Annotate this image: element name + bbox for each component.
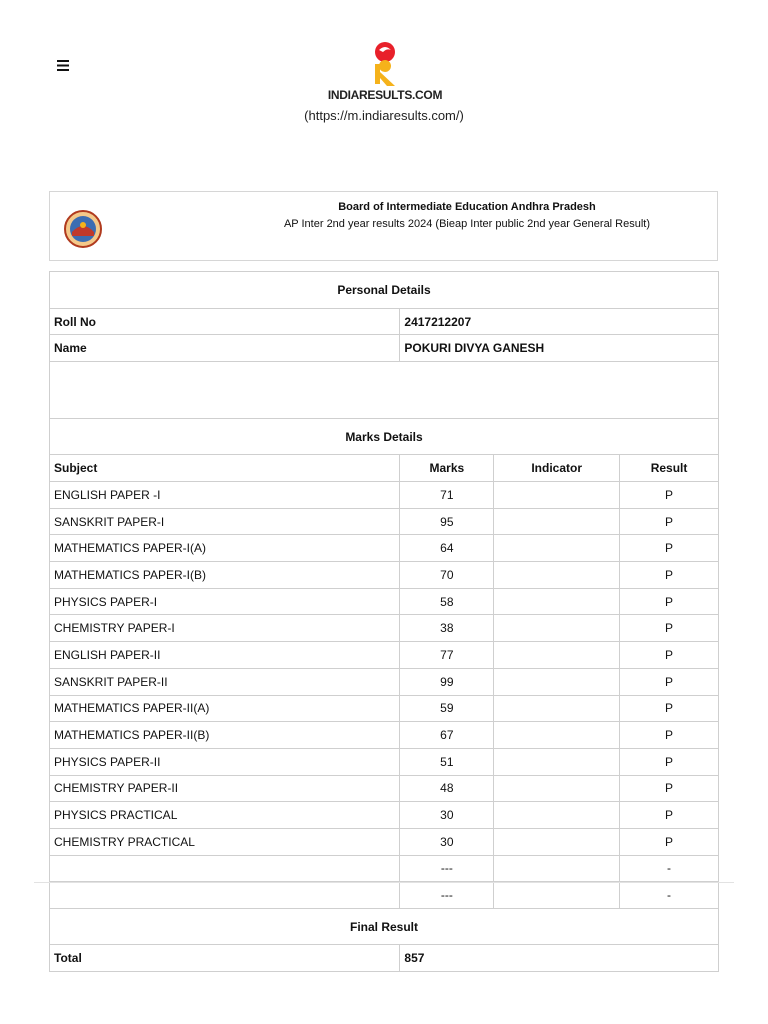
cell-marks: 95 [400,508,494,535]
section-title: Marks Details [50,419,719,455]
cell-marks: 38 [400,615,494,642]
table-row [50,535,719,562]
section-title: Final Result [50,909,719,945]
cell-result: P [620,508,719,535]
result-table [49,271,719,972]
table-row [50,802,719,829]
cell-result: P [620,775,719,802]
cell-indicator [494,642,620,669]
cell-subject: ENGLISH PAPER-II [50,642,400,669]
cell-indicator [494,535,620,562]
cell-result: P [620,695,719,722]
hamburger-menu-icon [57,60,69,71]
total-label: Total [50,945,400,972]
cell-marks: 77 [400,642,494,669]
final-result-header [50,909,719,945]
name-label: Name [50,335,400,362]
table-row [50,642,719,669]
table-row [50,855,719,882]
cell-indicator [494,588,620,615]
table-row [50,562,719,589]
cell-marks: 51 [400,748,494,775]
cell-result: P [620,668,719,695]
table-row [50,615,719,642]
total-row [50,945,719,972]
cell-indicator [494,508,620,535]
col-subject: Subject [50,455,400,482]
table-row [50,882,719,909]
cell-indicator [494,615,620,642]
cell-result: P [620,722,719,749]
spacer-row [50,362,719,419]
cell-result: P [620,828,719,855]
cell-subject: CHEMISTRY PRACTICAL [50,828,400,855]
table-row [50,722,719,749]
cell-result: - [620,855,719,882]
table-row [50,508,719,535]
table-row [50,748,719,775]
cell-subject: MATHEMATICS PAPER-II(B) [50,722,400,749]
section-title: Personal Details [50,272,719,309]
col-marks: Marks [400,455,494,482]
table-row [50,482,719,509]
spacer-cell [50,362,719,419]
cell-subject: MATHEMATICS PAPER-II(A) [50,695,400,722]
cell-subject: SANSKRIT PAPER-II [50,668,400,695]
personal-details-header [50,272,719,309]
marks-column-headers [50,455,719,482]
table-row [50,775,719,802]
name-value: POKURI DIVYA GANESH [400,335,719,362]
cell-indicator [494,775,620,802]
roll-row [50,309,719,335]
table-row [50,588,719,615]
col-result: Result [620,455,719,482]
board-header [49,191,718,261]
cell-indicator [494,668,620,695]
cell-indicator [494,882,620,909]
cell-indicator [494,802,620,829]
cell-marks: 48 [400,775,494,802]
roll-label: Roll No [50,309,400,335]
hamburger-menu-button[interactable] [54,56,72,74]
board-name: Board of Intermediate Education Andhra Pradesh [338,201,596,213]
divider [34,882,734,883]
cell-subject: PHYSICS PRACTICAL [50,802,400,829]
cell-result: P [620,588,719,615]
table-row [50,668,719,695]
exam-name: AP Inter 2nd year results 2024 (Bieap Inter public 2nd year General Result) [283,218,651,230]
cell-result: P [620,802,719,829]
logo-text: INDIARESULTS.COM [327,88,443,102]
cell-indicator [494,748,620,775]
cell-subject: PHYSICS PAPER-I [50,588,400,615]
table-row [50,828,719,855]
cell-marks: 30 [400,802,494,829]
cell-indicator [494,828,620,855]
cell-indicator [494,855,620,882]
col-indicator: Indicator [494,455,620,482]
table-row [50,695,719,722]
cell-marks: --- [400,855,494,882]
cell-indicator [494,562,620,589]
cell-marks: 70 [400,562,494,589]
cell-marks: 71 [400,482,494,509]
cell-result: P [620,535,719,562]
cell-marks: 59 [400,695,494,722]
site-logo[interactable] [300,42,470,102]
cell-subject [50,855,400,882]
cell-indicator [494,482,620,509]
marks-details-header [50,419,719,455]
cell-subject: SANSKRIT PAPER-I [50,508,400,535]
cell-subject: CHEMISTRY PAPER-II [50,775,400,802]
cell-result: P [620,748,719,775]
roll-value: 2417212207 [400,309,719,335]
cell-subject: CHEMISTRY PAPER-I [50,615,400,642]
cell-marks: 64 [400,535,494,562]
cell-result: - [620,882,719,909]
cell-marks: 58 [400,588,494,615]
cell-subject [50,882,400,909]
cell-result: P [620,642,719,669]
cell-result: P [620,482,719,509]
cell-marks: --- [400,882,494,909]
site-url[interactable]: (https://m.indiaresults.com/) [304,108,464,123]
cell-marks: 99 [400,668,494,695]
name-row [50,335,719,362]
cell-result: P [620,615,719,642]
total-value: 857 [400,945,719,972]
cell-marks: 67 [400,722,494,749]
indiaresults-logo-icon [365,42,405,86]
cell-subject: ENGLISH PAPER -I [50,482,400,509]
cell-subject: PHYSICS PAPER-II [50,748,400,775]
cell-indicator [494,722,620,749]
cell-marks: 30 [400,828,494,855]
cell-indicator [494,695,620,722]
cell-result: P [620,562,719,589]
cell-subject: MATHEMATICS PAPER-I(B) [50,562,400,589]
cell-subject: MATHEMATICS PAPER-I(A) [50,535,400,562]
